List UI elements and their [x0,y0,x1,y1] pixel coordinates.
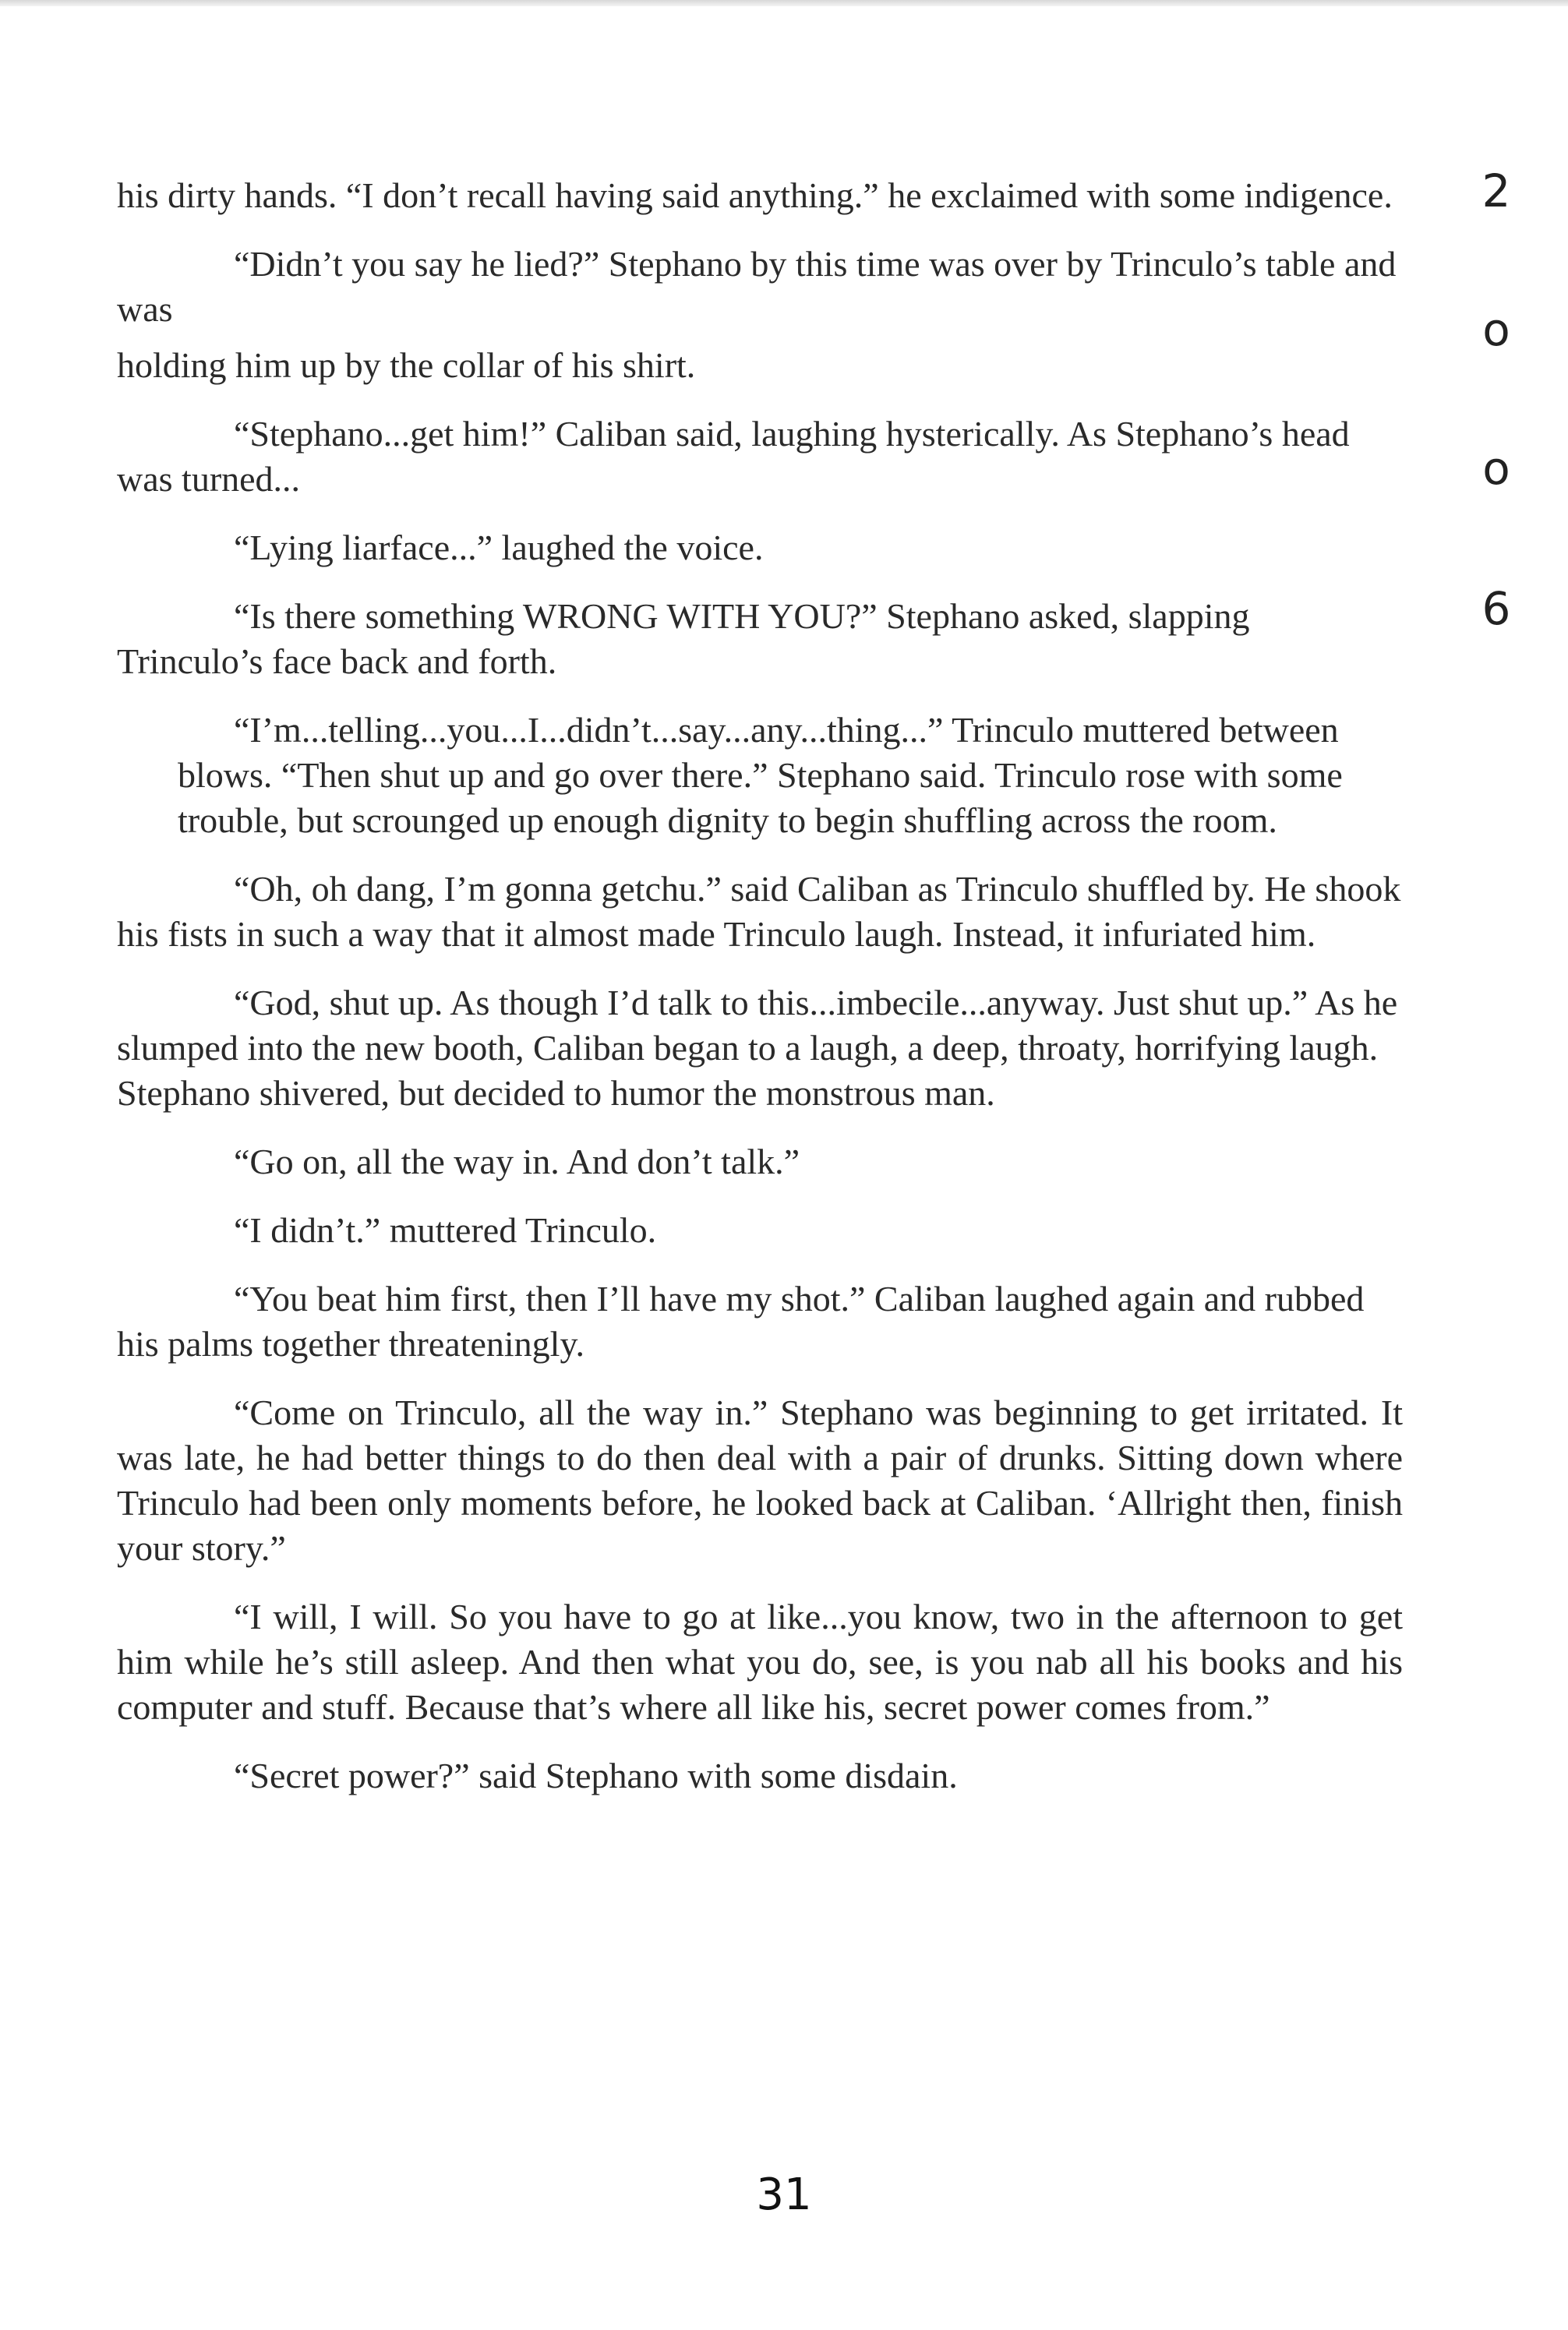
page-number: 31 [756,2169,812,2220]
paragraph-7: “Oh, oh dang, I’m gonna getchu.” said Caliban as Trinculo shuffled by. He shook his fists in such a way that it almost made Trinculo laugh. Instead, it infuriated him. [117,869,1401,954]
paragraph-11: “You beat him first, then I’ll have my shot.” Caliban laughed again and rubbed his palms together threateningly. [117,1279,1365,1364]
side-year-digit: o [1482,303,1510,356]
paragraph-8: “God, shut up. As though I’d talk to this...imbecile...anyway. Just shut up.” As he slumped into the new booth, Caliban began to a laugh, a deep, throaty, horrifying laugh. Stephano shivered, but decided to humor the monstrous man. [117,983,1398,1113]
paragraph-3: “Stephano...get him!” Caliban said, laughing hysterically. As Stephano’s head was turned... [117,414,1350,499]
paragraph-9: “Go on, all the way in. And don’t talk.” [234,1142,800,1181]
paragraph-5: “Is there something WRONG WITH YOU?” Stephano asked, slapping Trinculo’s face back and forth. [117,596,1250,681]
paragraph-6: “I’m...telling...you...I...didn’t...say...any...thing...” Trinculo muttered between blows. “Then shut up and go over there.” Stephano said. Trinculo rose with some trouble, but scrounged up enough dignity to begin shuffling across the room. [178,710,1343,840]
page-top-edge [0,0,1568,6]
paragraph-2: “Didn’t you say he lied?” Stephano by this time was over by Trinculo’s table and was [117,244,1397,329]
paragraph-13: “I will, I will. So you have to go at like...you know, two in the afternoon to get him while he’s still asleep. And then what you do, see, is you nab all his books and his computer and stuff. Because that’s where all like his, secret power comes from.” [117,1597,1403,1727]
paragraph-1: his dirty hands. “I don’t recall having said anything.” he exclaimed with some indigence. [117,175,1393,215]
paragraph-10: “I didn’t.” muttered Trinculo. [234,1210,657,1250]
paragraph-14: “Secret power?” said Stephano with some disdain. [234,1756,958,1795]
side-year-digit: o [1482,442,1510,495]
side-year-digit: 2 [1481,164,1511,217]
story-text [117,173,1403,1799]
side-year-digit: 6 [1481,582,1511,635]
paragraph-12: “Come on Trinculo, all the way in.” Stephano was beginning to get irritated. It was late, he had better things to do then deal with a pair of drunks. Sitting down where Trinculo had been only moments before, he looked back at Caliban. ‘Allright then, finish your story.” [117,1393,1403,1568]
paragraph-2-continued: holding him up by the collar of his shirt. [117,345,696,385]
paragraph-4: “Lying liarface...” laughed the voice. [234,528,764,567]
